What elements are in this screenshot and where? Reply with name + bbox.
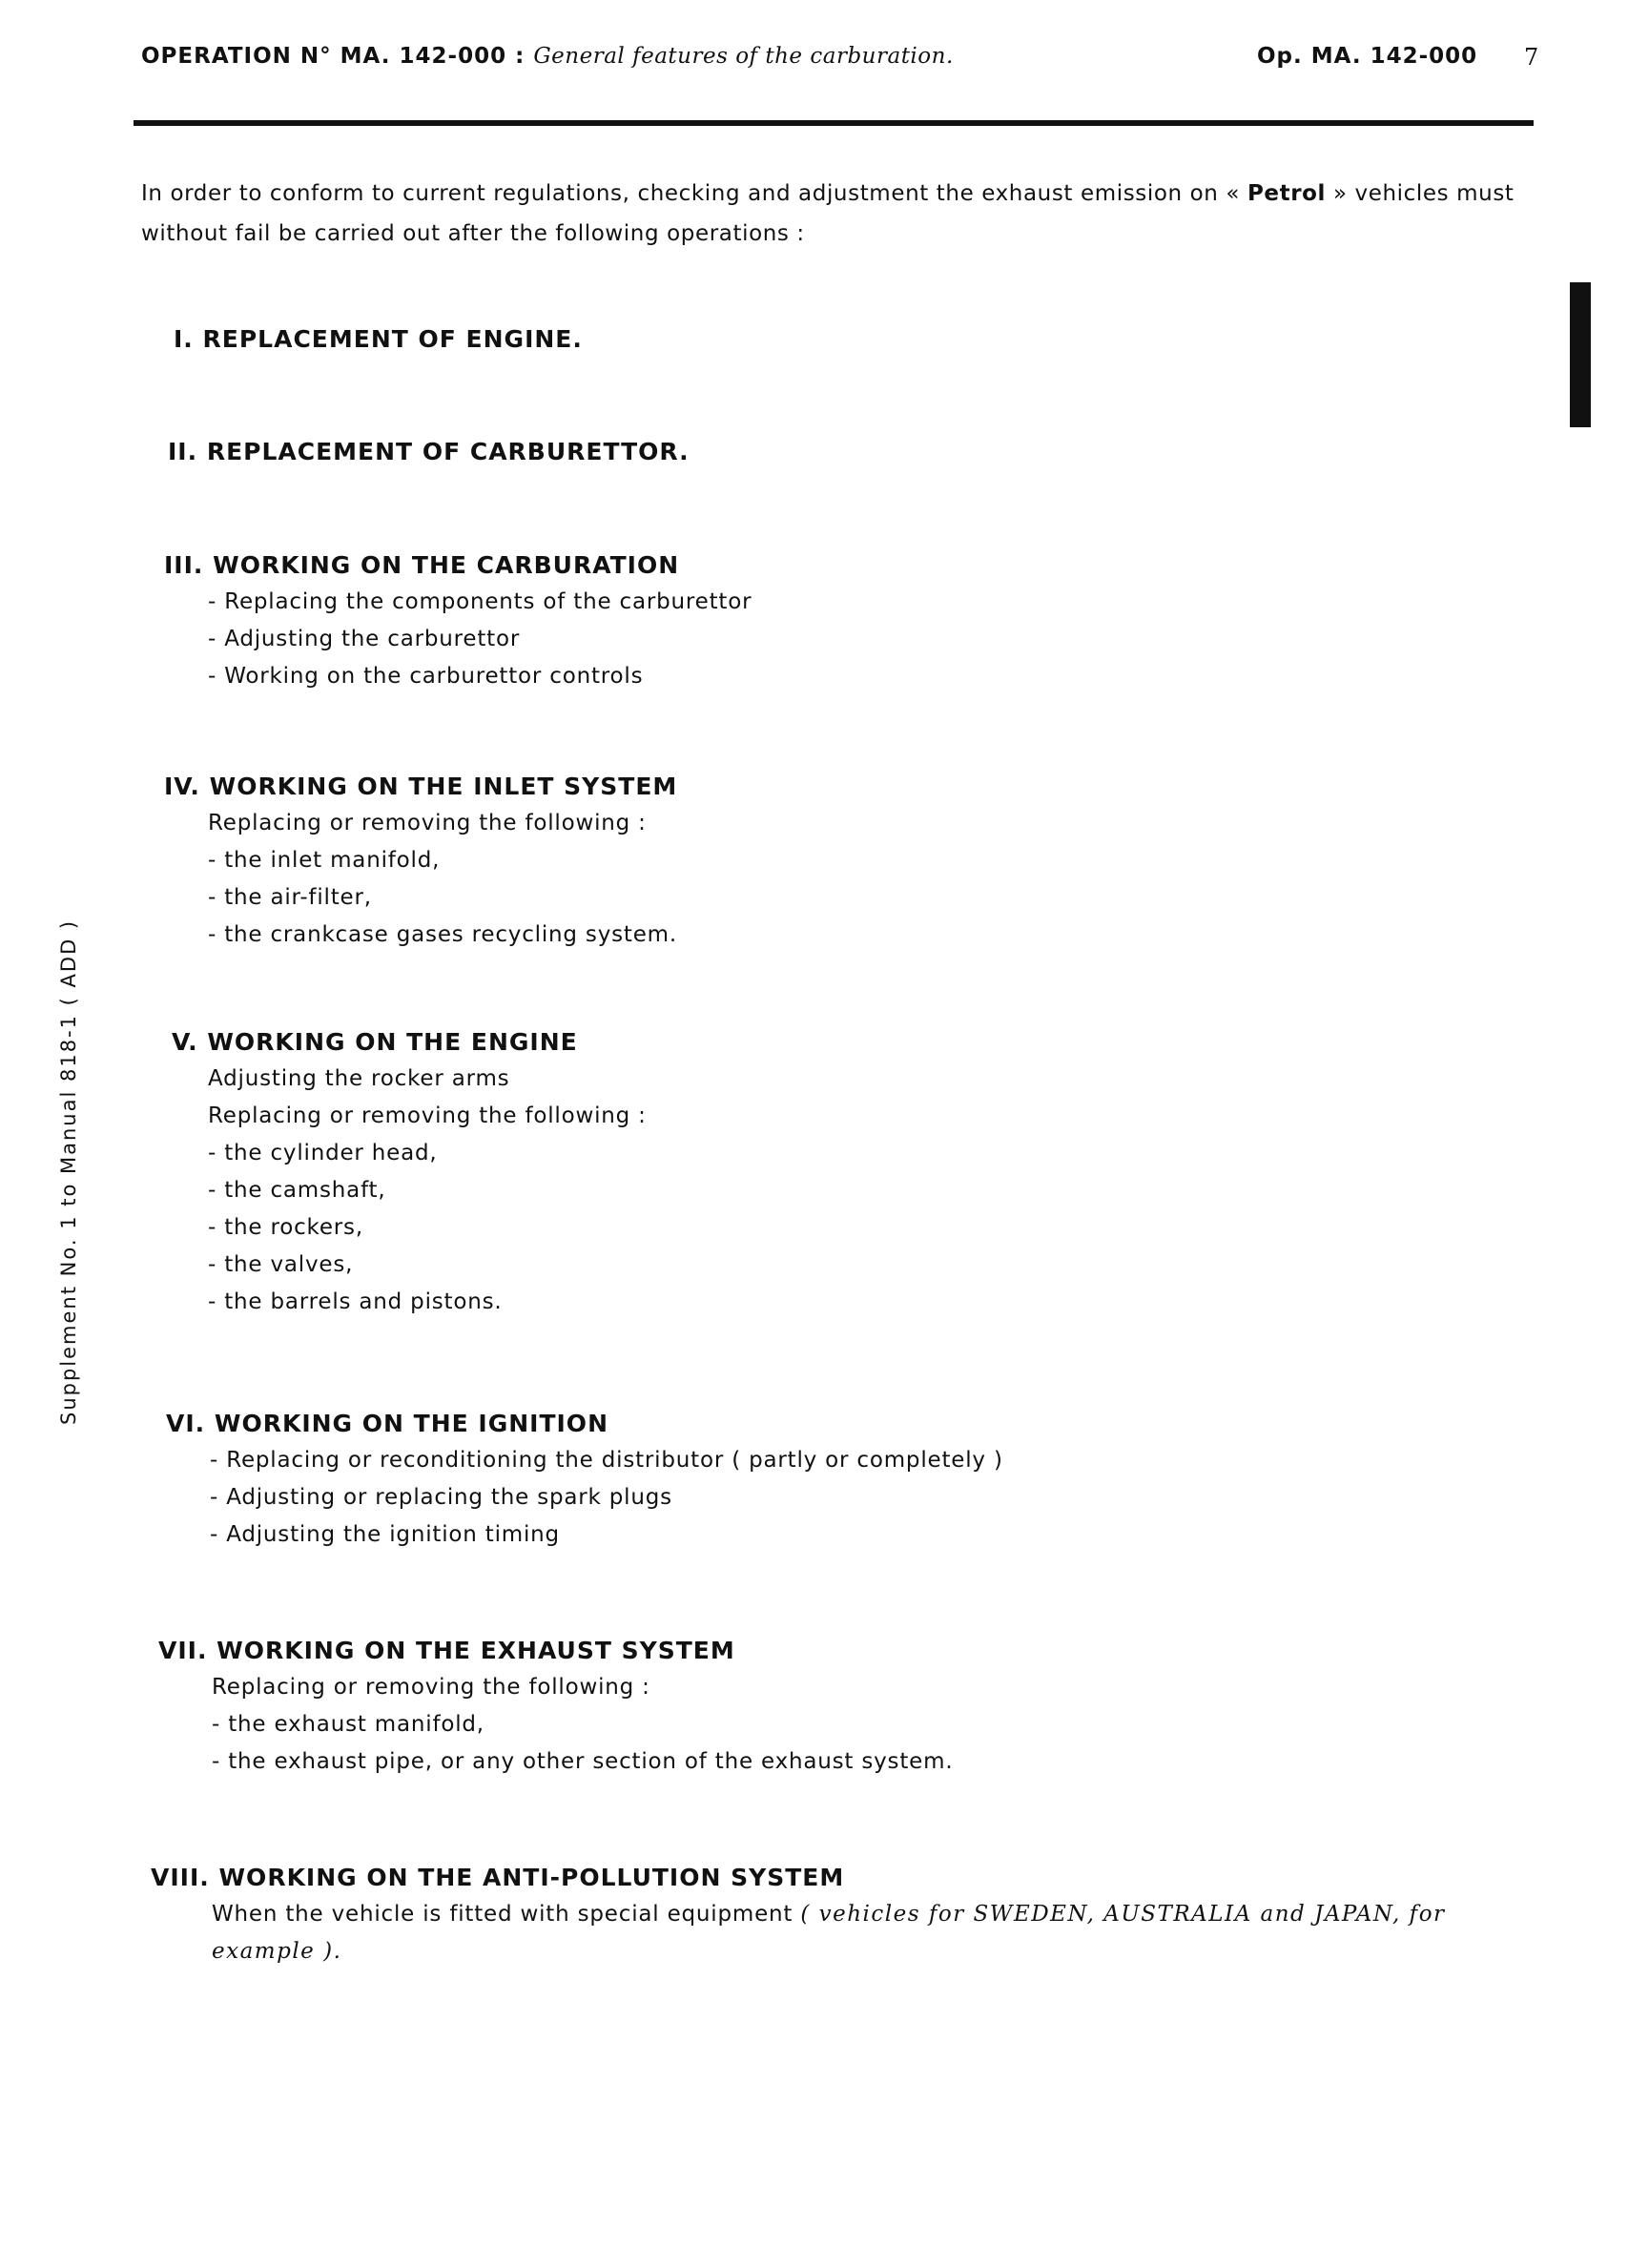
thumb-tab-marker	[1570, 282, 1591, 427]
intro-paragraph	[141, 174, 1534, 254]
list-item: - Adjusting or replacing the spark plugs	[210, 1485, 672, 1510]
list-item: - Working on the carburettor controls	[208, 664, 644, 689]
list-item: Adjusting the rocker arms	[208, 1066, 510, 1091]
list-item: Replacing or removing the following :	[208, 1103, 647, 1128]
page-header	[141, 44, 1539, 82]
section-title	[164, 769, 677, 805]
intro-bold-word: Petrol	[1247, 181, 1327, 206]
section-lines	[210, 1442, 1003, 1554]
section-heading: REPLACEMENT OF ENGINE.	[202, 325, 583, 353]
list-item	[212, 1933, 1446, 1970]
special-equipment-text: When the vehicle is fitted with special equipment	[212, 1902, 801, 1927]
list-item: - the crankcase gases recycling system.	[208, 922, 677, 947]
intro-text-after: » vehicles must without fail be carried out after the following operations :	[141, 181, 1515, 246]
operation-code: Op. MA. 142-000	[1257, 44, 1478, 69]
section-title	[164, 547, 752, 584]
section-heading: WORKING ON THE EXHAUST SYSTEM	[216, 1637, 735, 1664]
list-item: Replacing or removing the following :	[208, 811, 647, 835]
section-8	[151, 1860, 1446, 1970]
section-title	[168, 434, 690, 470]
section-number: V.	[172, 1028, 198, 1056]
operation-subtitle: General features of the carburation.	[533, 44, 954, 69]
section-number: I.	[174, 325, 194, 353]
section-6	[166, 1406, 1003, 1554]
list-item: - the exhaust pipe, or any other section of the exhaust system.	[212, 1749, 954, 1774]
list-item: - the inlet manifold,	[208, 848, 441, 873]
section-3	[164, 547, 752, 695]
section-number: III.	[164, 551, 204, 579]
section-4	[164, 769, 677, 954]
section-title	[166, 1406, 1003, 1442]
header-operation	[141, 44, 954, 69]
header-rule	[134, 120, 1534, 126]
section-title	[172, 1024, 647, 1061]
section-heading: WORKING ON THE CARBURATION	[213, 551, 680, 579]
section-lines	[212, 1669, 953, 1781]
list-item	[212, 1896, 1446, 1933]
section-title	[158, 1633, 953, 1669]
section-title	[174, 321, 583, 358]
special-equipment-example-end: example ).	[212, 1939, 342, 1964]
list-item: - Replacing or reconditioning the distributor ( partly or completely )	[210, 1448, 1003, 1473]
section-number: II.	[168, 438, 198, 465]
section-2	[168, 434, 690, 470]
section-7	[158, 1633, 953, 1781]
list-item: - Replacing the components of the carburettor	[208, 589, 752, 614]
section-heading: WORKING ON THE INLET SYSTEM	[209, 773, 678, 800]
list-item: - the rockers,	[208, 1215, 363, 1240]
section-title	[151, 1860, 1446, 1896]
special-equipment-example: ( vehicles for SWEDEN, AUSTRALIA and JAPAN, for	[800, 1902, 1446, 1927]
list-item: - the air-filter,	[208, 885, 372, 910]
operation-number: OPERATION N° MA. 142-000 :	[141, 44, 525, 69]
section-lines	[208, 805, 677, 954]
intro-text-before: In order to conform to current regulations, checking and adjustment the exhaust emission on «	[141, 181, 1247, 206]
section-lines	[208, 1061, 647, 1321]
list-item: - Adjusting the ignition timing	[210, 1522, 560, 1547]
section-lines	[208, 584, 752, 695]
section-1	[174, 321, 583, 358]
section-number: VI.	[166, 1410, 206, 1437]
section-heading: WORKING ON THE IGNITION	[214, 1410, 608, 1437]
section-number: VII.	[158, 1637, 208, 1664]
list-item: - the cylinder head,	[208, 1141, 438, 1165]
list-item: - the valves,	[208, 1252, 354, 1277]
page-number: 7	[1524, 44, 1539, 71]
list-item: - Adjusting the carburettor	[208, 627, 521, 651]
section-5	[172, 1024, 647, 1321]
section-heading: WORKING ON THE ANTI-POLLUTION SYSTEM	[218, 1864, 845, 1891]
list-item: - the barrels and pistons.	[208, 1289, 503, 1314]
section-lines	[212, 1896, 1446, 1970]
list-item: Replacing or removing the following :	[212, 1675, 650, 1700]
section-number: VIII.	[151, 1864, 210, 1891]
side-note: Supplement No. 1 to Manual 818-1 ( ADD )	[57, 918, 80, 1425]
list-item: - the camshaft,	[208, 1178, 386, 1203]
section-heading: WORKING ON THE ENGINE	[207, 1028, 578, 1056]
section-heading: REPLACEMENT OF CARBURETTOR.	[206, 438, 690, 465]
list-item: - the exhaust manifold,	[212, 1712, 484, 1737]
section-number: IV.	[164, 773, 200, 800]
